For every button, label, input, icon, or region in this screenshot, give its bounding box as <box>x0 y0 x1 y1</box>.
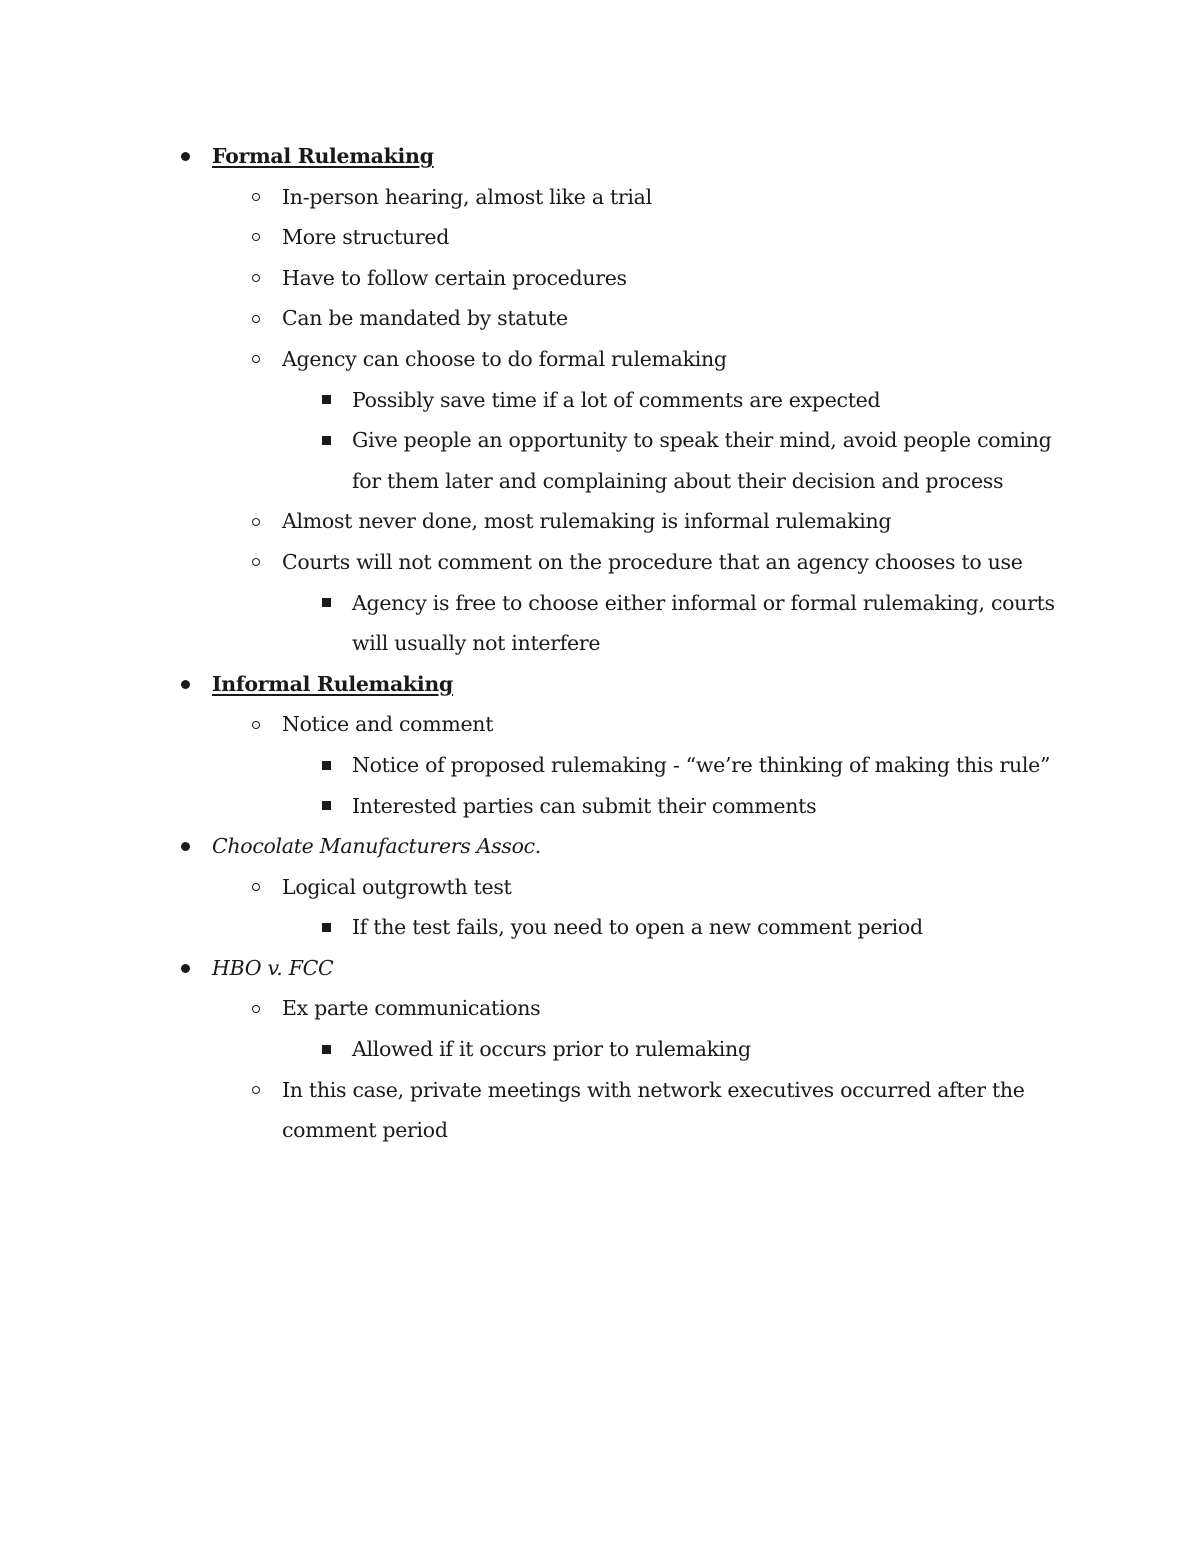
bullet-circle-icon <box>248 988 264 1029</box>
list-item <box>0 1070 1072 1151</box>
bullet-circle-icon <box>248 298 264 339</box>
list-item-text: Courts will not comment on the procedure that an agency chooses to use <box>282 549 1023 574</box>
bullet-square-icon <box>318 380 334 421</box>
bullet-circle-icon <box>248 867 264 908</box>
list-item <box>0 664 1072 705</box>
list-item <box>0 907 1072 948</box>
bullet-circle-icon <box>248 258 264 299</box>
case-name: Chocolate Manufacturers Assoc. <box>212 834 542 859</box>
case-name: HBO v. FCC <box>212 955 334 980</box>
bullet-disc-icon <box>177 948 193 989</box>
bullet-disc-icon <box>177 826 193 867</box>
list-item-text: Interested parties can submit their comments <box>352 793 817 818</box>
bullet-circle-icon <box>248 177 264 218</box>
list-item-text: More structured <box>282 225 450 250</box>
bullet-square-icon <box>318 1029 334 1070</box>
bullet-square-icon <box>318 420 334 461</box>
list-item <box>0 583 1072 664</box>
list-item-text: Almost never done, most rulemaking is informal rulemaking <box>282 509 892 534</box>
list-item <box>0 1029 1072 1070</box>
section-heading: Formal Rulemaking <box>212 144 434 168</box>
list-item <box>0 136 1072 177</box>
list-item-text: Have to follow certain procedures <box>282 265 627 290</box>
list-item-text: Notice and comment <box>282 712 494 737</box>
list-item <box>0 380 1072 421</box>
bullet-circle-icon <box>248 339 264 380</box>
list-item <box>0 704 1072 745</box>
list-item <box>0 948 1072 989</box>
bullet-square-icon <box>318 786 334 827</box>
bullet-square-icon <box>318 745 334 786</box>
list-item-text: Give people an opportunity to speak their mind, avoid people coming for them later and complaining about their decision and process <box>352 428 1052 493</box>
list-item-text: Logical outgrowth test <box>282 874 512 899</box>
list-item <box>0 339 1072 380</box>
bullet-disc-icon <box>177 136 193 177</box>
bullet-circle-icon <box>248 1070 264 1111</box>
list-item-text: Ex parte communications <box>282 996 541 1021</box>
list-item-text: Can be mandated by statute <box>282 306 568 331</box>
bullet-square-icon <box>318 583 334 624</box>
list-item-text: In-person hearing, almost like a trial <box>282 184 652 209</box>
list-item <box>0 745 1072 786</box>
list-item-text: If the test fails, you need to open a new comment period <box>352 915 923 940</box>
bullet-square-icon <box>318 907 334 948</box>
list-item <box>0 177 1072 218</box>
list-item <box>0 826 1072 867</box>
bullet-circle-icon <box>248 501 264 542</box>
list-item <box>0 420 1072 501</box>
list-item <box>0 298 1072 339</box>
list-item <box>0 786 1072 827</box>
section-heading: Informal Rulemaking <box>212 671 453 696</box>
list-item-text: Notice of proposed rulemaking - “we’re thinking of making this rule” <box>352 752 1051 777</box>
bullet-circle-icon <box>248 704 264 745</box>
bullet-disc-icon <box>177 664 193 705</box>
notes-outline <box>0 136 1200 1151</box>
list-item-text: Agency can choose to do formal rulemaking <box>282 346 727 371</box>
list-item <box>0 501 1072 542</box>
list-item-text: Possibly save time if a lot of comments are expected <box>352 387 881 412</box>
bullet-circle-icon <box>248 542 264 583</box>
list-item <box>0 258 1072 299</box>
list-item-text: Allowed if it occurs prior to rulemaking <box>352 1037 751 1062</box>
list-item <box>0 217 1072 258</box>
list-item-text: Agency is free to choose either informal or formal rulemaking, courts will usually not interfere <box>352 590 1055 656</box>
list-item <box>0 542 1072 583</box>
list-item <box>0 988 1072 1029</box>
list-item-text: In this case, private meetings with network executives occurred after the comment period <box>282 1077 1025 1143</box>
list-item <box>0 867 1072 908</box>
bullet-circle-icon <box>248 217 264 258</box>
